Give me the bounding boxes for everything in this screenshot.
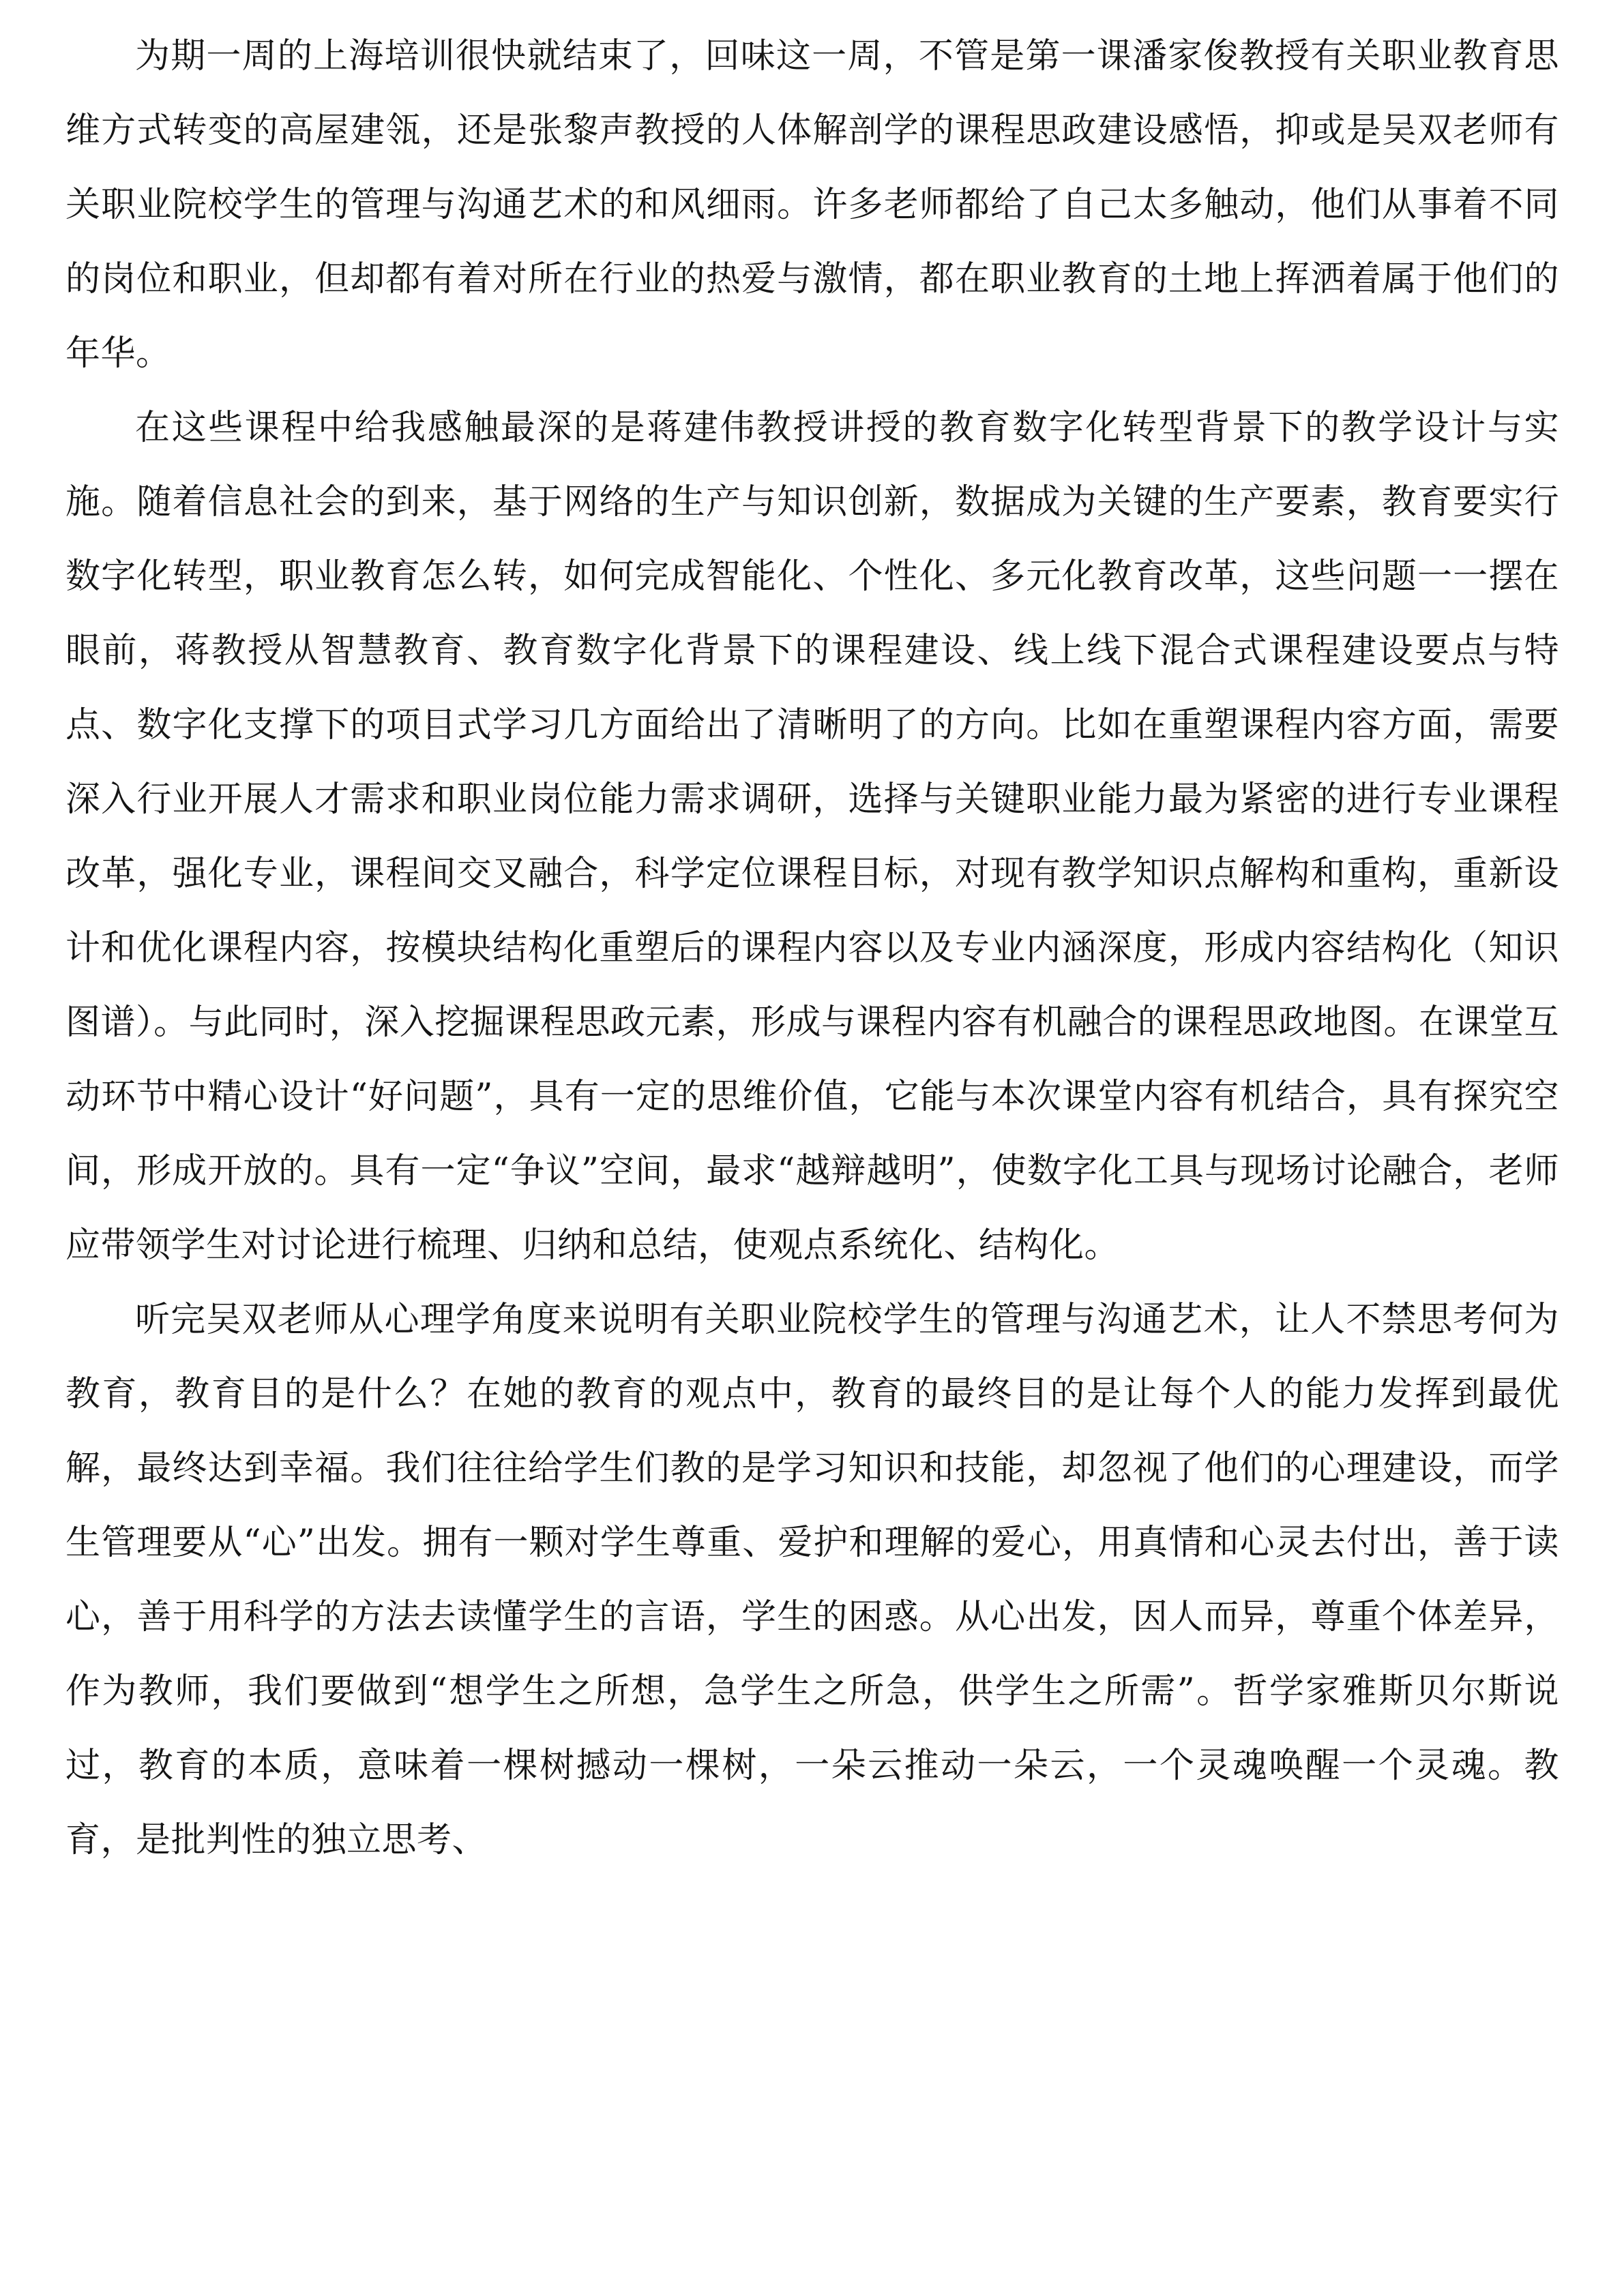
document-body — [65, 19, 1559, 1877]
paragraph-1: 为期一周的上海培训很快就结束了，回味这一周，不管是第一课潘家俊教授有关职业教育思维方式转变的高屋建瓴，还是张黎声教授的人体解剖学的课程思政建设感悟，抑或是吴双老师有关职业院校学生的管理与沟通艺术的和风细雨。许多老师都给了自己太多触动，他们从事着不同的岗位和职业，但却都有着对所在行业的热爱与激情，都在职业教育的土地上挥洒着属于他们的年华。 — [65, 36, 1559, 374]
paragraph-2: 在这些课程中给我感触最深的是蒋建伟教授讲授的教育数字化转型背景下的教学设计与实施。随着信息社会的到来，基于网络的生产与知识创新，数据成为关键的生产要素，教育要实行数字化转型，职业教育怎么转，如何完成智能化、个性化、多元化教育改革，这些问题一一摆在眼前，蒋教授从智慧教育、教育数字化背景下的课程建设、线上线下混合式课程建设要点与特点、数字化支撑下的项目式学习几方面给出了清晰明了的方向。比如在重塑课程内容方面，需要深入行业开展人才需求和职业岗位能力需求调研，选择与关键职业能力最为紧密的进行专业课程改革，强化专业，课程间交叉融合，科学定位课程目标，对现有教学知识点解构和重构，重新设计和优化课程内容，按模块结构化重塑后的课程内容以及专业内涵深度，形成内容结构化（知识图谱）。与此同时，深入挖掘课程思政元素，形成与课程内容有机融合的课程思政地图。在课堂互动环节中精心设计“好问题”，具有一定的思维价值，它能与本次课堂内容有机结合，具有探究空间，形成开放的。具有一定“争议”空间，最求“越辩越明”，使数字化工具与现场讨论融合，老师应带领学生对讨论进行梳理、归纳和总结，使观点系统化、结构化。 — [65, 408, 1559, 1266]
paragraph-3: 听完吴双老师从心理学角度来说明有关职业院校学生的管理与沟通艺术，让人不禁思考何为教育，教育目的是什么？在她的教育的观点中，教育的最终目的是让每个人的能力发挥到最优解，最终达到幸福。我们往往给学生们教的是学习知识和技能，却忽视了他们的心理建设，而学生管理要从“心”出发。拥有一颗对学生尊重、爱护和理解的爱心，用真情和心灵去付出，善于读心，善于用科学的方法去读懂学生的言语，学生的困惑。从心出发，因人而异，尊重个体差异，作为教师，我们要做到“想学生之所想，急学生之所急，供学生之所需”。哲学家雅斯贝尔斯说过，教育的本质，意味着一棵树撼动一棵树，一朵云推动一朵云，一个灵魂唤醒一个灵魂。教育，是批判性的独立思考、 — [65, 1300, 1559, 1860]
